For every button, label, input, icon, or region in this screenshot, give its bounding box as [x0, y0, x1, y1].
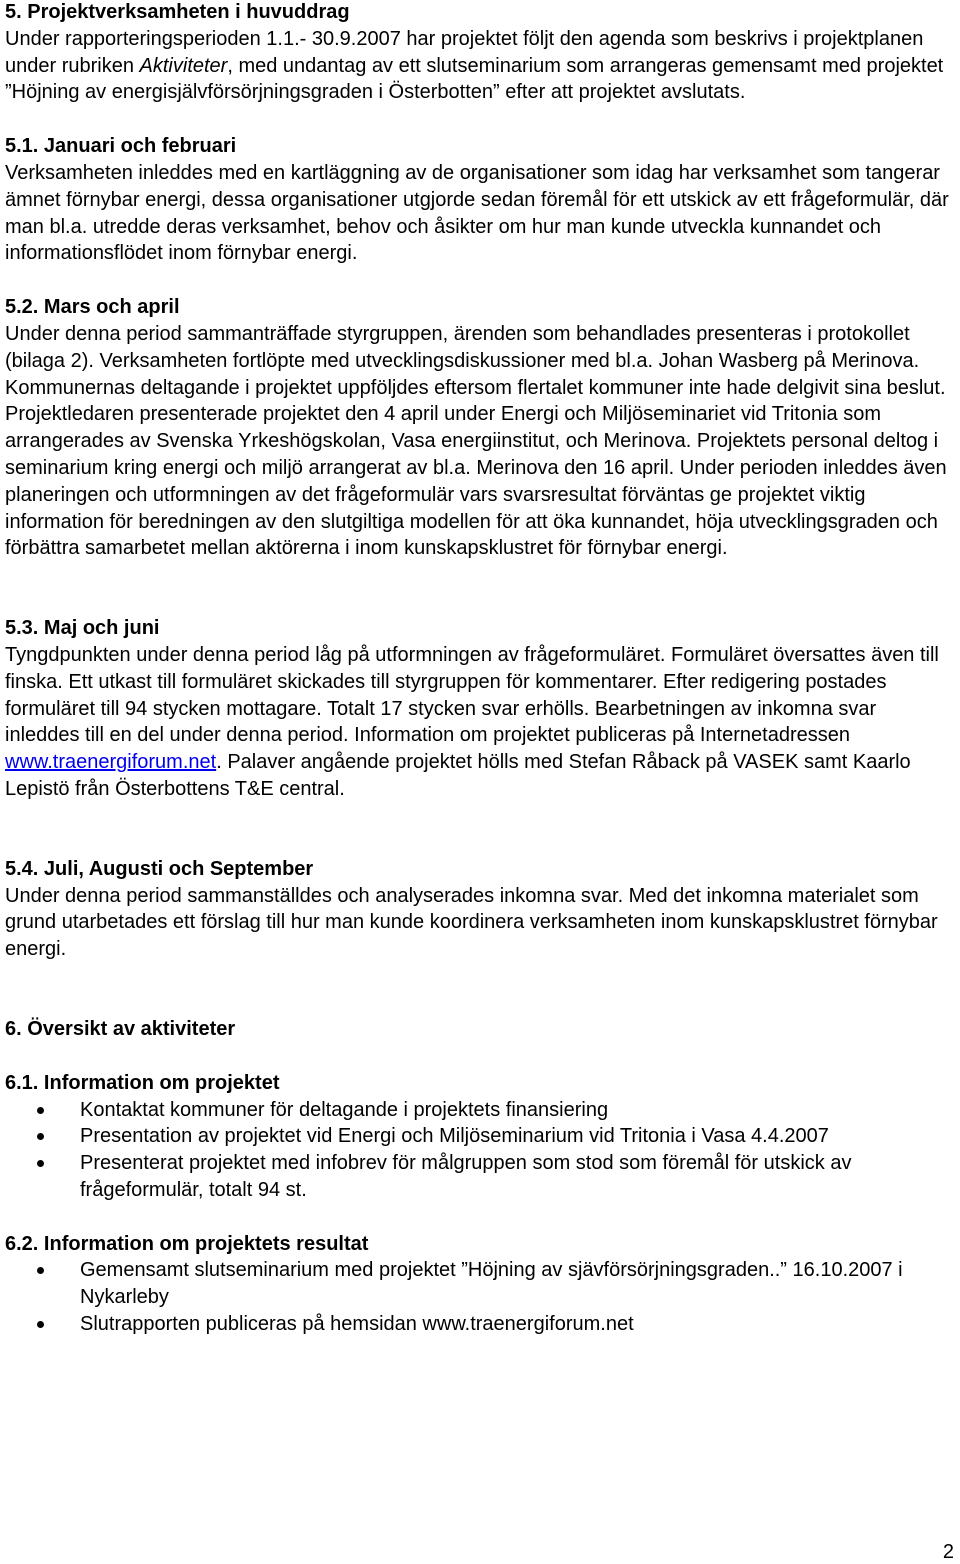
section-6-1-list [5, 1097, 955, 1204]
section-6-1-heading: 6.1. Information om projektet [5, 1071, 280, 1094]
section-5-4-heading: 5.4. Juli, Augusti och September [5, 857, 314, 880]
document-content [5, 0, 955, 1338]
list-item [5, 1257, 955, 1311]
list-item [5, 1311, 955, 1338]
bullet-icon [37, 1133, 44, 1140]
section-5-2-heading: 5.2. Mars och april [5, 296, 180, 319]
list-item [5, 1097, 955, 1124]
section-6-2-list [5, 1257, 955, 1337]
list-item [5, 1123, 955, 1150]
section-5-1-body: Verksamheten inleddes med en kartläggning av de organisationer som idag har verksamhet som tangerar ämnet förnybar energi, dessa organisationer utgjorde sedan föremål för ett utskick av ett frågeformulär, där man bl.a. utredde deras verksamhet, behov och åsikter om hur man kunde utveckla kunnandet och informationsflödet inom förnybar energi. [5, 161, 949, 265]
section-5-2-body: Under denna period sammanträffade styrgruppen, ärenden som behandlades presenteras i protokollet (bilaga 2). Verksamheten fortlöpte med utvecklingsdiskussioner med bl.a. Johan Wasberg på Merinova. Kommunernas deltagande i projektet uppföljdes eftersom flertalet kommuner inte hade delgivit sina beslut. Projektledaren presenterade projektet den 4 april under Energi och Miljöseminariet vid Tritonia som arrangerades av Svenska Yrkeshögskolan, Vasa energiinstitut, och Merinova. Projektets personal deltog i seminarium kring energi och miljö arrangerat av bl.a. Merinova den 16 april. Under perioden inleddes även planeringen och utformningen av det frågeformulär vars svarsresultat förväntas ge projektet viktig information för beredningen av den slutgiltiga modellen för att öka kunnandet, höja utvecklingsgraden och förbättra samarbetet mellan aktörerna i inom kunskapsklustret för förnybar energi. [5, 322, 947, 560]
list-item-text: Slutrapporten publiceras på hemsidan www.traenergiforum.net [80, 1313, 634, 1336]
list-item-text: Kontaktat kommuner för deltagande i projektets finansiering [80, 1098, 609, 1121]
traenergiforum-link[interactable]: www.traenergiforum.net [5, 751, 217, 774]
section-6-heading: 6. Översikt av aktiviteter [5, 1017, 236, 1040]
section-5-4-body: Under denna period sammanställdes och analyserades inkomna svar. Med det inkomna materialet som grund utarbetades ett förslag till hur man kunde koordinera verksamheten inom kunskapsklustret förnybar energi. [5, 884, 938, 961]
list-item [5, 1150, 955, 1204]
section-5-1-heading: 5.1. Januari och februari [5, 135, 237, 158]
page-number: 2 [942, 1541, 954, 1563]
section-6-2-heading: 6.2. Information om projektets resultat [5, 1232, 369, 1255]
bullet-icon [37, 1160, 44, 1167]
section-5-3-heading: 5.3. Maj och juni [5, 617, 160, 640]
section-5-3-body [5, 642, 955, 803]
list-item-text: Gemensamt slutseminarium med projektet ”Höjning av sjävförsörjningsgraden..” 16.10.2007 i Nykarleby [80, 1259, 903, 1309]
section-5-3-body-part-a: Tyngdpunkten under denna period låg på utformningen av frågeformuläret. Formuläret översattes även till finska. Ett utkast till formuläret skickades till styrgruppen för kommentarer. Efter redigering postades formuläret till 94 stycken mottagare. Totalt 17 stycken svar erhölls. Bearbetningen av inkomna svar inleddes till en del under denna period. Information om projektet publiceras på Internetadressen [5, 643, 939, 747]
section-5-intro-part-b: , med undantag av ett slutseminarium som arrangeras gemensamt med projektet ”Höjning av energisjälvförsörjningsgraden i Österbotten” efter att projektet avslutats. [5, 54, 944, 104]
bullet-icon [37, 1107, 44, 1114]
list-item-text: Presentation av projektet vid Energi och Miljöseminarium vid Tritonia i Vasa 4.4.2007 [80, 1125, 829, 1148]
section-5-intro [5, 26, 955, 106]
list-item-text: Presenterat projektet med infobrev för målgruppen som stod som föremål för utskick av frågeformulär, totalt 94 st. [80, 1152, 852, 1201]
section-5-heading: 5. Projektverksamheten i huvuddrag [5, 1, 350, 23]
section-5-intro-emphasis: Aktiviteter [139, 54, 228, 77]
bullet-icon [37, 1321, 44, 1328]
bullet-icon [37, 1267, 44, 1274]
section-5-3-body-part-b: . Palaver angående projektet hölls med Stefan Råback på VASEK samt Kaarlo Lepistö från Österbottens T&E central. [5, 751, 911, 800]
section-5-intro-part-a: Under rapporteringsperioden 1.1.- 30.9.2007 har projektet följt den agenda som beskrivs i projektplanen under rubriken [5, 27, 924, 77]
